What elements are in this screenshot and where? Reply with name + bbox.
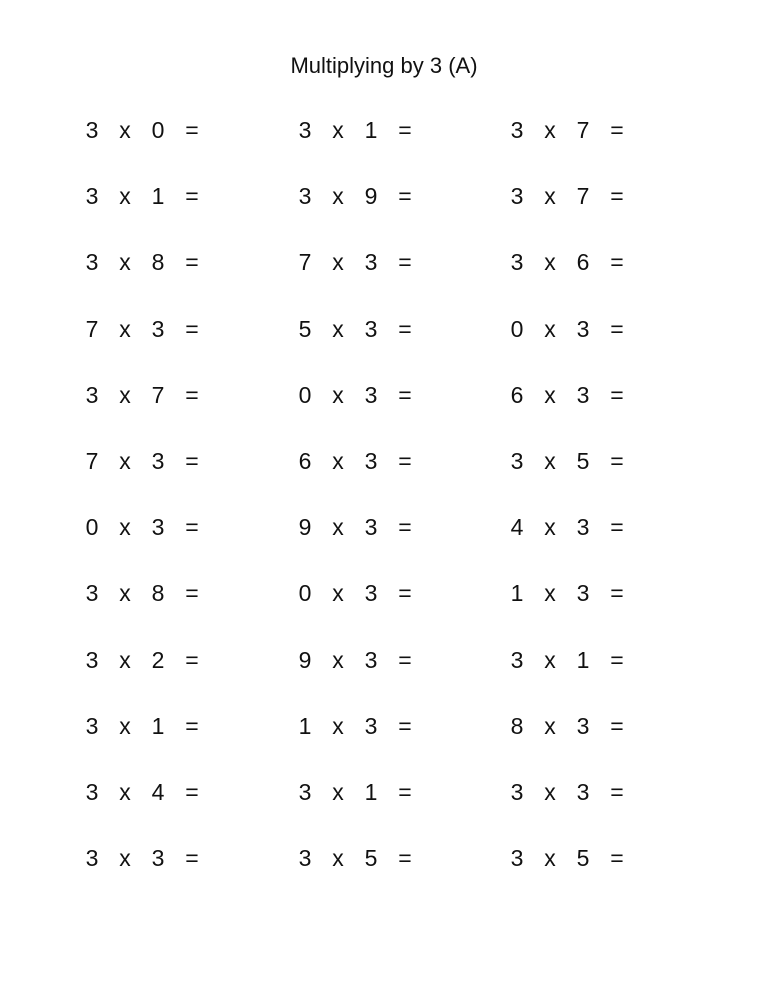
equals-sign: = bbox=[185, 249, 199, 275]
equals-sign: = bbox=[398, 316, 412, 342]
multiply-sign: x bbox=[119, 779, 131, 805]
equals-sign: = bbox=[185, 316, 199, 342]
equals-sign: = bbox=[610, 117, 624, 143]
multiplication-problem bbox=[82, 446, 222, 476]
second-factor: 3 bbox=[364, 713, 378, 739]
multiplication-problem bbox=[507, 711, 647, 741]
second-factor: 1 bbox=[151, 713, 165, 739]
second-factor: 3 bbox=[576, 713, 590, 739]
multiplication-problem bbox=[507, 314, 647, 344]
second-factor: 3 bbox=[151, 448, 165, 474]
equals-sign: = bbox=[398, 779, 412, 805]
first-factor: 9 bbox=[298, 647, 312, 673]
multiply-sign: x bbox=[544, 117, 556, 143]
multiply-sign: x bbox=[119, 448, 131, 474]
multiply-sign: x bbox=[332, 713, 344, 739]
second-factor: 3 bbox=[364, 580, 378, 606]
first-factor: 3 bbox=[510, 183, 524, 209]
second-factor: 1 bbox=[364, 117, 378, 143]
equals-sign: = bbox=[610, 713, 624, 739]
second-factor: 2 bbox=[151, 647, 165, 673]
multiply-sign: x bbox=[544, 183, 556, 209]
second-factor: 4 bbox=[151, 779, 165, 805]
multiply-sign: x bbox=[332, 647, 344, 673]
multiplication-problem bbox=[295, 777, 435, 807]
multiplication-problem bbox=[295, 380, 435, 410]
multiplication-problem bbox=[507, 777, 647, 807]
multiply-sign: x bbox=[332, 779, 344, 805]
second-factor: 1 bbox=[151, 183, 165, 209]
first-factor: 3 bbox=[510, 845, 524, 871]
equals-sign: = bbox=[185, 183, 199, 209]
second-factor: 8 bbox=[151, 249, 165, 275]
multiply-sign: x bbox=[332, 316, 344, 342]
multiply-sign: x bbox=[544, 647, 556, 673]
multiplication-problem bbox=[507, 578, 647, 608]
first-factor: 3 bbox=[298, 183, 312, 209]
second-factor: 3 bbox=[151, 316, 165, 342]
multiplication-problem bbox=[82, 777, 222, 807]
first-factor: 9 bbox=[298, 514, 312, 540]
multiplication-problem bbox=[82, 645, 222, 675]
multiply-sign: x bbox=[119, 117, 131, 143]
multiply-sign: x bbox=[332, 845, 344, 871]
first-factor: 6 bbox=[510, 382, 524, 408]
equals-sign: = bbox=[610, 514, 624, 540]
second-factor: 5 bbox=[576, 845, 590, 871]
equals-sign: = bbox=[185, 713, 199, 739]
second-factor: 3 bbox=[576, 514, 590, 540]
multiplication-problem bbox=[295, 314, 435, 344]
equals-sign: = bbox=[398, 647, 412, 673]
second-factor: 3 bbox=[151, 845, 165, 871]
second-factor: 1 bbox=[364, 779, 378, 805]
equals-sign: = bbox=[610, 183, 624, 209]
first-factor: 3 bbox=[85, 713, 99, 739]
first-factor: 3 bbox=[510, 647, 524, 673]
multiply-sign: x bbox=[332, 249, 344, 275]
equals-sign: = bbox=[610, 580, 624, 606]
second-factor: 3 bbox=[364, 249, 378, 275]
multiplication-problem bbox=[295, 512, 435, 542]
equals-sign: = bbox=[185, 779, 199, 805]
multiply-sign: x bbox=[332, 448, 344, 474]
first-factor: 3 bbox=[85, 580, 99, 606]
first-factor: 6 bbox=[298, 448, 312, 474]
multiply-sign: x bbox=[119, 514, 131, 540]
multiplication-problem bbox=[295, 711, 435, 741]
first-factor: 0 bbox=[298, 382, 312, 408]
multiply-sign: x bbox=[544, 514, 556, 540]
multiplication-problem bbox=[82, 578, 222, 608]
equals-sign: = bbox=[185, 514, 199, 540]
first-factor: 5 bbox=[298, 316, 312, 342]
second-factor: 3 bbox=[364, 382, 378, 408]
multiplication-problem bbox=[295, 578, 435, 608]
equals-sign: = bbox=[185, 580, 199, 606]
equals-sign: = bbox=[398, 514, 412, 540]
second-factor: 7 bbox=[151, 382, 165, 408]
multiplication-problem bbox=[295, 247, 435, 277]
second-factor: 5 bbox=[576, 448, 590, 474]
second-factor: 7 bbox=[576, 117, 590, 143]
multiply-sign: x bbox=[544, 845, 556, 871]
second-factor: 3 bbox=[576, 316, 590, 342]
first-factor: 1 bbox=[510, 580, 524, 606]
first-factor: 3 bbox=[298, 845, 312, 871]
multiply-sign: x bbox=[544, 316, 556, 342]
first-factor: 1 bbox=[298, 713, 312, 739]
second-factor: 7 bbox=[576, 183, 590, 209]
multiplication-problem bbox=[507, 645, 647, 675]
second-factor: 9 bbox=[364, 183, 378, 209]
multiply-sign: x bbox=[119, 316, 131, 342]
multiplication-problem bbox=[507, 446, 647, 476]
multiplication-problem bbox=[82, 115, 222, 145]
equals-sign: = bbox=[185, 382, 199, 408]
multiply-sign: x bbox=[544, 779, 556, 805]
multiplication-problem bbox=[507, 181, 647, 211]
equals-sign: = bbox=[398, 382, 412, 408]
first-factor: 3 bbox=[85, 249, 99, 275]
multiply-sign: x bbox=[544, 580, 556, 606]
multiplication-problem bbox=[82, 380, 222, 410]
equals-sign: = bbox=[398, 249, 412, 275]
multiplication-problem bbox=[507, 512, 647, 542]
multiplication-problem bbox=[295, 843, 435, 873]
second-factor: 3 bbox=[364, 316, 378, 342]
equals-sign: = bbox=[610, 382, 624, 408]
second-factor: 6 bbox=[576, 249, 590, 275]
equals-sign: = bbox=[398, 117, 412, 143]
equals-sign: = bbox=[610, 316, 624, 342]
multiply-sign: x bbox=[119, 249, 131, 275]
multiplication-problem bbox=[82, 247, 222, 277]
equals-sign: = bbox=[398, 448, 412, 474]
multiply-sign: x bbox=[119, 183, 131, 209]
first-factor: 3 bbox=[298, 779, 312, 805]
equals-sign: = bbox=[185, 647, 199, 673]
multiplication-problem bbox=[82, 843, 222, 873]
multiply-sign: x bbox=[544, 448, 556, 474]
equals-sign: = bbox=[398, 713, 412, 739]
multiply-sign: x bbox=[544, 382, 556, 408]
first-factor: 3 bbox=[510, 448, 524, 474]
first-factor: 8 bbox=[510, 713, 524, 739]
multiply-sign: x bbox=[119, 647, 131, 673]
equals-sign: = bbox=[185, 845, 199, 871]
first-factor: 7 bbox=[85, 448, 99, 474]
second-factor: 3 bbox=[364, 647, 378, 673]
multiply-sign: x bbox=[119, 713, 131, 739]
multiply-sign: x bbox=[544, 713, 556, 739]
equals-sign: = bbox=[398, 580, 412, 606]
multiplication-problem bbox=[295, 645, 435, 675]
multiplication-problem bbox=[507, 115, 647, 145]
first-factor: 3 bbox=[510, 117, 524, 143]
equals-sign: = bbox=[185, 117, 199, 143]
equals-sign: = bbox=[398, 183, 412, 209]
first-factor: 3 bbox=[85, 183, 99, 209]
second-factor: 3 bbox=[151, 514, 165, 540]
first-factor: 3 bbox=[85, 117, 99, 143]
second-factor: 3 bbox=[576, 382, 590, 408]
multiplication-problem bbox=[82, 512, 222, 542]
multiply-sign: x bbox=[332, 117, 344, 143]
first-factor: 0 bbox=[85, 514, 99, 540]
multiply-sign: x bbox=[119, 845, 131, 871]
multiply-sign: x bbox=[332, 514, 344, 540]
equals-sign: = bbox=[398, 845, 412, 871]
first-factor: 4 bbox=[510, 514, 524, 540]
equals-sign: = bbox=[610, 779, 624, 805]
second-factor: 3 bbox=[576, 580, 590, 606]
first-factor: 3 bbox=[85, 382, 99, 408]
second-factor: 8 bbox=[151, 580, 165, 606]
multiplication-problem bbox=[507, 843, 647, 873]
second-factor: 0 bbox=[151, 117, 165, 143]
multiply-sign: x bbox=[332, 580, 344, 606]
equals-sign: = bbox=[185, 448, 199, 474]
multiply-sign: x bbox=[119, 580, 131, 606]
first-factor: 3 bbox=[510, 779, 524, 805]
first-factor: 3 bbox=[85, 779, 99, 805]
first-factor: 0 bbox=[298, 580, 312, 606]
multiply-sign: x bbox=[332, 382, 344, 408]
second-factor: 3 bbox=[576, 779, 590, 805]
equals-sign: = bbox=[610, 845, 624, 871]
second-factor: 3 bbox=[364, 514, 378, 540]
first-factor: 3 bbox=[298, 117, 312, 143]
multiplication-problem bbox=[82, 711, 222, 741]
multiply-sign: x bbox=[332, 183, 344, 209]
multiplication-problem bbox=[507, 247, 647, 277]
equals-sign: = bbox=[610, 249, 624, 275]
first-factor: 3 bbox=[510, 249, 524, 275]
equals-sign: = bbox=[610, 647, 624, 673]
first-factor: 7 bbox=[298, 249, 312, 275]
second-factor: 1 bbox=[576, 647, 590, 673]
first-factor: 0 bbox=[510, 316, 524, 342]
multiplication-problem bbox=[295, 115, 435, 145]
second-factor: 5 bbox=[364, 845, 378, 871]
first-factor: 3 bbox=[85, 845, 99, 871]
multiplication-problem bbox=[295, 181, 435, 211]
multiply-sign: x bbox=[119, 382, 131, 408]
first-factor: 3 bbox=[85, 647, 99, 673]
worksheet-title: Multiplying by 3 (A) bbox=[290, 53, 478, 78]
multiplication-problem bbox=[507, 380, 647, 410]
first-factor: 7 bbox=[85, 316, 99, 342]
multiplication-problem bbox=[295, 446, 435, 476]
equals-sign: = bbox=[610, 448, 624, 474]
second-factor: 3 bbox=[364, 448, 378, 474]
multiplication-problem bbox=[82, 181, 222, 211]
multiplication-problem bbox=[82, 314, 222, 344]
multiply-sign: x bbox=[544, 249, 556, 275]
